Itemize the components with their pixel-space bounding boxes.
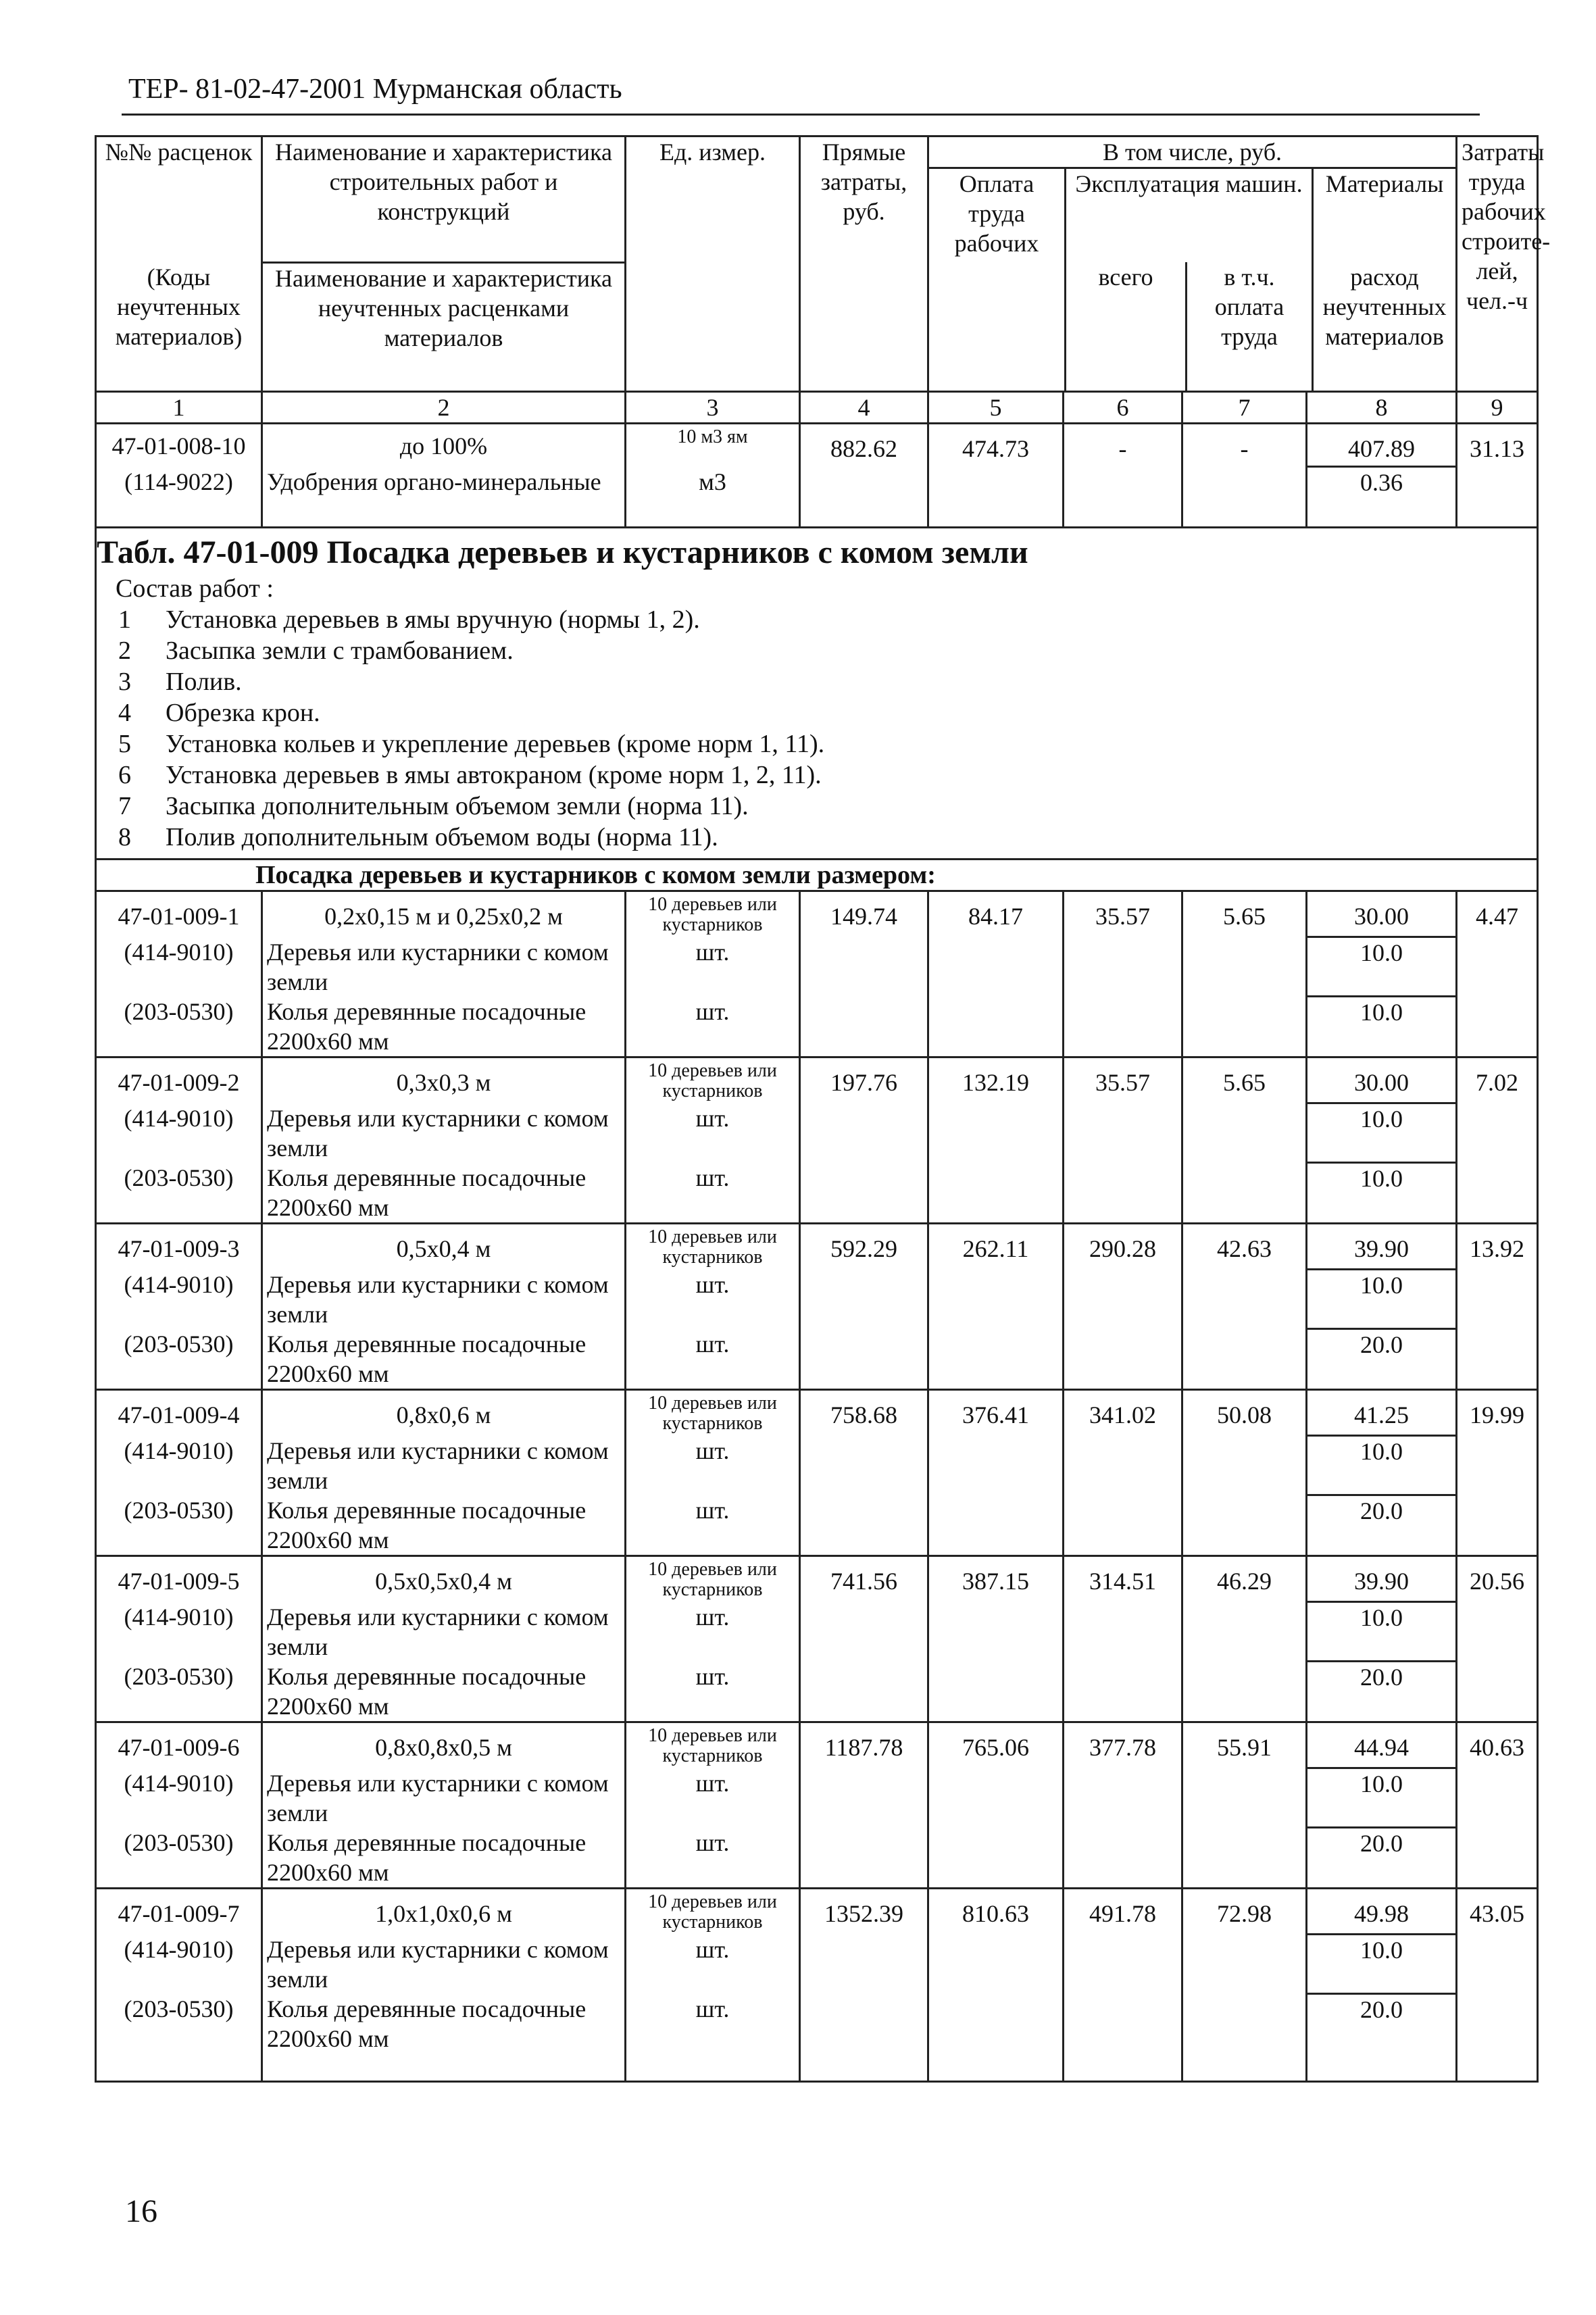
material-code: (414-9010) [96,1602,262,1662]
labor-hours: 13.92 [1457,1224,1538,1270]
list-item: 1 Установка деревьев в ямы вручную (нормы 1, 2). [118,605,700,634]
works-label: Состав работ : [116,574,274,603]
material-qty: 10.0 [1307,1436,1457,1495]
rate-name: 1,0х1,0х0,6 м [262,1889,626,1935]
col-number: 3 [626,392,800,424]
rate-name: 0,5х0,4 м [262,1224,626,1270]
material-qty: 10.0 [1307,1935,1457,1994]
col-number: 7 [1182,392,1307,424]
material-qty: 10.0 [1307,997,1457,1057]
material-qty: 20.0 [1307,1662,1457,1722]
rate-code: 47-01-009-4 [96,1390,262,1436]
material-cost: 407.89 [1307,424,1457,467]
labor-hours: 43.05 [1457,1889,1538,1935]
machine-cost: 341.02 [1064,1390,1182,1436]
material-unit: шт. [626,1994,800,2082]
rate-code: 47-01-009-5 [96,1556,262,1602]
rate-code: 47-01-009-7 [96,1889,262,1935]
material-cost: 49.98 [1307,1889,1457,1935]
table-row [96,891,1538,937]
material-unit: шт. [626,1436,800,1495]
labor-hours: 7.02 [1457,1057,1538,1103]
rate-unit: 10 деревьев или кустарников [626,1889,800,1935]
table-row [96,1889,1538,1935]
material-name: Колья деревянные посадочные 2200х60 мм [262,1828,626,1889]
material-cost: 39.90 [1307,1556,1457,1602]
machine-labor-cost: 46.29 [1182,1556,1307,1602]
material-qty: 10.0 [1307,1768,1457,1828]
header-rule [122,114,1480,116]
direct-cost: 758.68 [800,1390,928,1436]
material-unit: шт. [626,1828,800,1889]
section-heading-row [96,860,1538,891]
material-cost: 39.90 [1307,1224,1457,1270]
material-code: (414-9010) [96,1436,262,1495]
material-code: (203-0530) [96,1163,262,1224]
column-number-row [96,392,1538,424]
labor-cost: 810.63 [928,1889,1064,1935]
material-code: (203-0530) [96,1828,262,1889]
table-row [96,1828,1538,1889]
col67-header: Эксплуатация машин. [1066,169,1314,262]
rate-name: 0,5х0,5х0,4 м [262,1556,626,1602]
rate-name: 0,8х0,8х0,5 м [262,1722,626,1768]
table-row [96,1329,1538,1390]
direct-cost: 1187.78 [800,1722,928,1768]
material-unit: шт. [626,1270,800,1329]
direct-cost: 592.29 [800,1224,928,1270]
material-qty: 20.0 [1307,1994,1457,2082]
direct-cost: 1352.39 [800,1889,928,1935]
table-row [96,1163,1538,1224]
machine-labor-cost: 5.65 [1182,1057,1307,1103]
material-unit: шт. [626,1103,800,1163]
labor-cost: 262.11 [928,1224,1064,1270]
list-item: 8 Полив дополнительным объемом воды (норма 11). [118,823,718,851]
material-name: Колья деревянные посадочные 2200х60 мм [262,1994,626,2082]
machine-cost: 314.51 [1064,1556,1182,1602]
list-item: 7 Засыпка дополнительным объемом земли (норма 11). [118,792,749,820]
table-row [96,1224,1538,1270]
rate-code: 47-01-009-6 [96,1722,262,1768]
material-code: (414-9010) [96,1270,262,1329]
table-row [96,1994,1538,2082]
material-code: (114-9022) [96,467,262,528]
material-unit: шт. [626,997,800,1057]
material-name: Деревья или кустарники с комом земли [262,937,626,997]
table-row [96,1662,1538,1722]
material-unit: шт. [626,1495,800,1556]
table-title: Табл. 47-01-009 Посадка деревьев и кустарников с комом земли [97,534,1028,570]
material-code: (203-0530) [96,1329,262,1390]
material-cost: 30.00 [1307,891,1457,937]
labor-cost: 474.73 [928,424,1064,467]
rate-unit: 10 деревьев или кустарников [626,1556,800,1602]
material-qty: 10.0 [1307,937,1457,997]
machine-cost: 290.28 [1064,1224,1182,1270]
labor-cost: 765.06 [928,1722,1064,1768]
list-item: 3 Полив. [118,668,242,696]
material-qty: 10.0 [1307,1602,1457,1662]
col2-header: Наименование и характеристика строительных работ и конструкций [262,136,626,263]
machine-cost: 377.78 [1064,1722,1182,1768]
rate-name: 0,2х0,15 м и 0,25х0,2 м [262,891,626,937]
machine-labor-cost: 42.63 [1182,1224,1307,1270]
table-row [96,937,1538,997]
rate-unit: 10 м3 ям [626,424,800,467]
rate-code: 47-01-009-2 [96,1057,262,1103]
material-name: Деревья или кустарники с комом земли [262,1436,626,1495]
labor-hours: 40.63 [1457,1722,1538,1768]
material-name: Деревья или кустарники с комом земли [262,1103,626,1163]
col3-header: Ед. измер. [626,136,800,392]
direct-cost: 197.76 [800,1057,928,1103]
material-cost: 30.00 [1307,1057,1457,1103]
rate-unit: 10 деревьев или кустарников [626,1390,800,1436]
material-unit: м3 [626,467,800,528]
labor-cost: 132.19 [928,1057,1064,1103]
rate-name: до 100% [262,424,626,467]
material-cost: 41.25 [1307,1390,1457,1436]
material-qty: 10.0 [1307,1103,1457,1163]
table-row [96,1722,1538,1768]
material-qty: 20.0 [1307,1329,1457,1390]
material-name: Колья деревянные посадочные 2200х60 мм [262,997,626,1057]
material-name: Удобрения органо-минеральные [262,467,626,528]
material-unit: шт. [626,1935,800,1994]
labor-hours: 31.13 [1457,424,1538,467]
col-number: 5 [928,392,1064,424]
table-row [96,1057,1538,1103]
material-code: (203-0530) [96,1495,262,1556]
group-header: В том числе, руб. [929,137,1455,169]
page-number: 16 [125,2193,157,2229]
list-item: 6 Установка деревьев в ямы автокраном (кроме норм 1, 2, 11). [118,761,822,789]
col9-header: Затраты труда рабочих строите-лей, чел.-ч [1457,136,1538,392]
machine-labor-cost: - [1182,424,1307,467]
col-number: 1 [96,392,262,424]
material-name: Колья деревянные посадочные 2200х60 мм [262,1495,626,1556]
rate-name: 0,3х0,3 м [262,1057,626,1103]
material-unit: шт. [626,1163,800,1224]
rate-code: 47-01-009-1 [96,891,262,937]
table-row [96,1556,1538,1602]
col-number: 4 [800,392,928,424]
rates-table [95,135,1551,2083]
material-unit: шт. [626,1662,800,1722]
rate-unit: 10 деревьев или кустарников [626,1224,800,1270]
material-code: (414-9010) [96,1935,262,1994]
col2-subheader: Наименование и характеристика неучтенных расценками материалов [262,262,626,392]
table-row [96,467,1538,528]
list-item: 2 Засыпка земли с трамбованием. [118,637,514,665]
material-code: (203-0530) [96,1994,262,2082]
machine-cost: 491.78 [1064,1889,1182,1935]
material-unit: шт. [626,1329,800,1390]
machine-cost: 35.57 [1064,891,1182,937]
material-code: (414-9010) [96,1768,262,1828]
table-row [96,1103,1538,1163]
col4-header: Прямые затраты, руб. [800,136,928,392]
table-row [96,1270,1538,1329]
machine-labor-cost: 55.91 [1182,1722,1307,1768]
direct-cost: 741.56 [800,1556,928,1602]
material-qty: 20.0 [1307,1495,1457,1556]
table-title-row [96,528,1538,860]
labor-hours: 20.56 [1457,1556,1538,1602]
rate-code: 47-01-008-10 [96,424,262,467]
section-heading: Посадка деревьев и кустарников с комом земли размером: [255,861,936,889]
material-name: Деревья или кустарники с комом земли [262,1935,626,1994]
table-row [96,1602,1538,1662]
running-header: ТЕР- 81-02-47-2001 Мурманская область [128,74,622,105]
direct-cost: 149.74 [800,891,928,937]
col6-header: всего [1066,262,1187,391]
table-row [96,1390,1538,1436]
material-unit: шт. [626,1768,800,1828]
material-unit: шт. [626,1602,800,1662]
col-number: 6 [1064,392,1182,424]
machine-labor-cost: 50.08 [1182,1390,1307,1436]
material-qty: 10.0 [1307,1270,1457,1329]
labor-hours: 19.99 [1457,1390,1538,1436]
rate-name: 0,8х0,6 м [262,1390,626,1436]
labor-cost: 84.17 [928,891,1064,937]
material-name: Деревья или кустарники с комом земли [262,1602,626,1662]
rate-unit: 10 деревьев или кустарников [626,1057,800,1103]
material-code: (203-0530) [96,1662,262,1722]
machine-labor-cost: 72.98 [1182,1889,1307,1935]
rate-code: 47-01-009-3 [96,1224,262,1270]
direct-cost: 882.62 [800,424,928,467]
labor-cost: 376.41 [928,1390,1064,1436]
col8-header: Материалы [1325,170,1444,197]
material-name: Колья деревянные посадочные 2200х60 мм [262,1662,626,1722]
material-code: (203-0530) [96,997,262,1057]
machine-cost: 35.57 [1064,1057,1182,1103]
col-number: 2 [262,392,626,424]
material-unit: шт. [626,937,800,997]
material-qty: 20.0 [1307,1828,1457,1889]
col-number: 8 [1307,392,1457,424]
table-row [96,1495,1538,1556]
col-number: 9 [1457,392,1538,424]
material-code: (414-9010) [96,1103,262,1163]
material-qty: 10.0 [1307,1163,1457,1224]
table-row [96,1935,1538,1994]
material-cost: 44.94 [1307,1722,1457,1768]
labor-hours: 4.47 [1457,891,1538,937]
rate-unit: 10 деревьев или кустарников [626,891,800,937]
col7-header: в т.ч. оплата труда [1187,262,1314,391]
machine-cost: - [1064,424,1182,467]
rate-unit: 10 деревьев или кустарников [626,1722,800,1768]
table-row [96,1436,1538,1495]
material-qty: 0.36 [1307,467,1457,528]
table-row [96,997,1538,1057]
labor-cost: 387.15 [928,1556,1064,1602]
material-name: Колья деревянные посадочные 2200х60 мм [262,1329,626,1390]
material-name: Колья деревянные посадочные 2200х60 мм [262,1163,626,1224]
material-name: Деревья или кустарники с комом земли [262,1768,626,1828]
list-item: 4 Обрезка крон. [118,699,320,727]
list-item: 5 Установка кольев и укрепление деревьев (кроме норм 1, 11). [118,730,825,758]
table-row [96,424,1538,467]
material-code: (414-9010) [96,937,262,997]
col5-header: Оплата труда рабочих [929,169,1066,262]
table-row [96,1768,1538,1828]
col8-subheader: расход неучтенных материалов [1322,264,1447,350]
material-name: Деревья или кустарники с комом земли [262,1270,626,1329]
col1-subheader: (Коды неучтенных материалов) [96,262,262,392]
machine-labor-cost: 5.65 [1182,891,1307,937]
col1-header: №№ расценок [96,136,262,263]
